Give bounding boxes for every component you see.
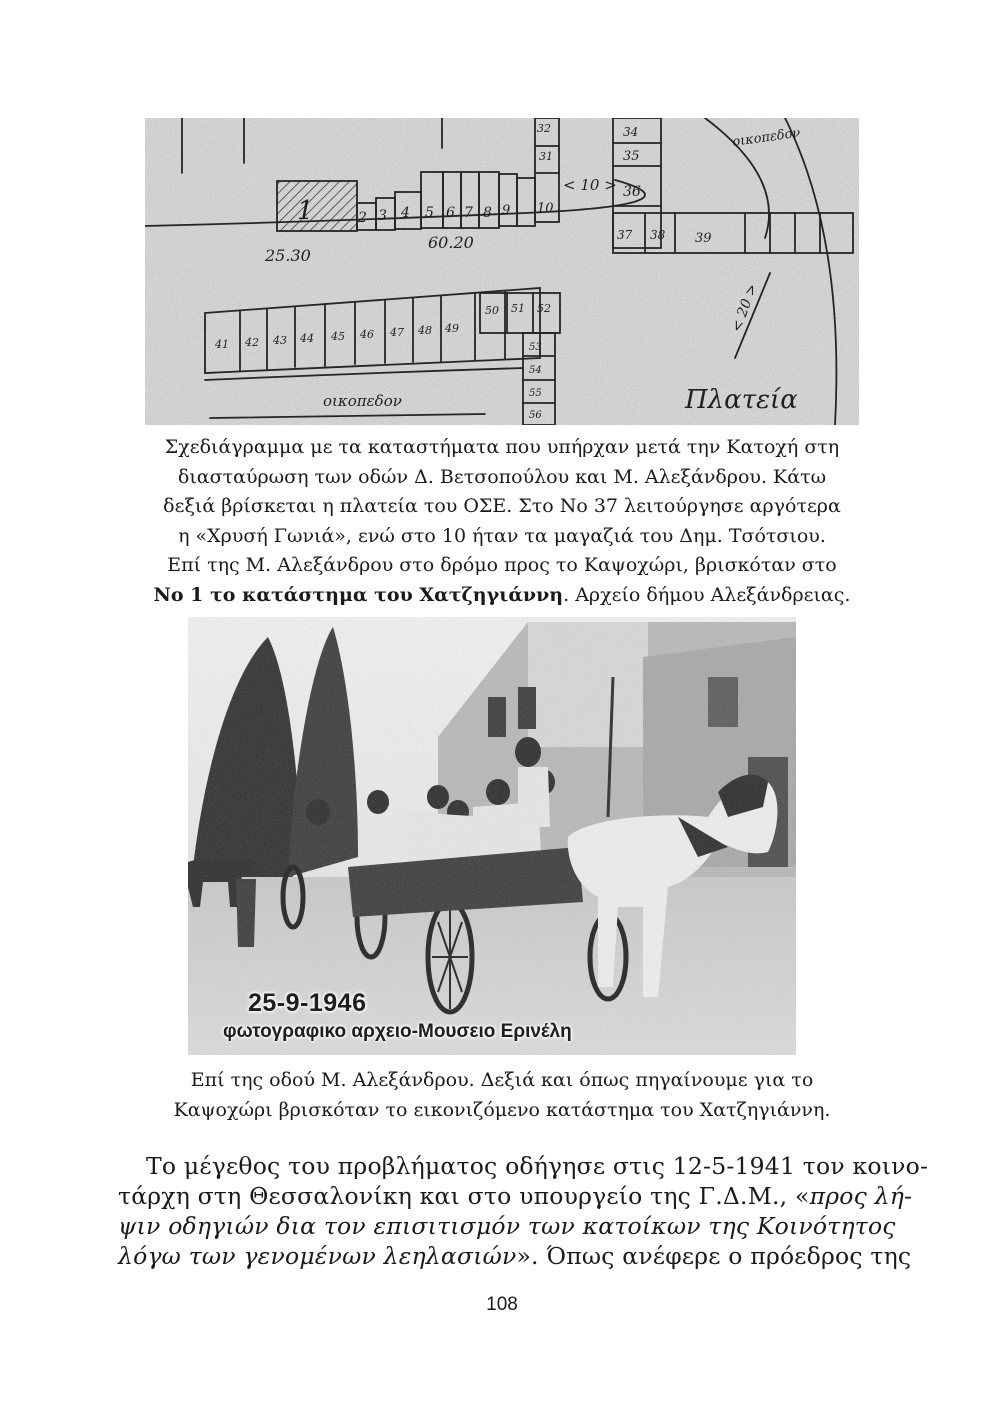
plot-label: 9 [502, 203, 511, 218]
body-text-regular: ». Όπως ανέφερε ο πρόεδρος της [516, 1242, 912, 1270]
street-label-bottom: οικοπεδον [323, 392, 402, 410]
plot-label: 47 [390, 326, 404, 339]
body-line [118, 1181, 913, 1211]
plot-label: 50 [485, 304, 499, 317]
body-text-quote: προς λή- [809, 1182, 913, 1210]
plot-label: 44 [300, 332, 314, 345]
photo-date-stamp: 25-9-1946 [248, 989, 367, 1017]
body-line [118, 1241, 912, 1271]
street-plan-drawing [145, 118, 859, 425]
measure-diagonal: < 20 > [728, 281, 761, 335]
caption-line: Επί της Μ. Αλεξάνδρου στο δρόμο προς το Καψοχώρι, βρισκόταν στο [167, 554, 837, 576]
plot-label: 31 [539, 150, 553, 163]
street-plan-image [145, 118, 859, 425]
caption-line: η «Χρυσή Γωνιά», ενώ στο 10 ήταν τα μαγαζιά του Δημ. Τσότσιου. [178, 524, 826, 547]
plot-label: 43 [273, 334, 287, 347]
plot-label: 52 [537, 302, 551, 315]
body-text-regular: τάρχη στη Θεσσαλονίκη και στο υπουργείο της Γ.Δ.Μ., « [118, 1182, 810, 1210]
measure-right: < 10 > [563, 176, 617, 194]
photo-archive-stamp: φωτογραφικο αρχειο-Μουσειο Ερινέλη [223, 1021, 572, 1042]
caption-rest-text: . Αρχείο δήμου Αλεξάνδρειας. [563, 583, 851, 606]
street-label-top-right: οικοπεδον [731, 125, 802, 150]
plot-label: 48 [418, 324, 432, 337]
square-label: Πλατεία [685, 385, 798, 415]
plot-label: 7 [464, 205, 473, 221]
caption-line: διασταύρωση των οδών Δ. Βετσοπούλου και Μ. Αλεξάνδρου. Κάτω [177, 465, 827, 488]
plot-label: 45 [331, 330, 345, 343]
caption-line: Σχεδιάγραμμα με τα καταστήματα που υπήρχαν μετά την Κατοχή στη [164, 436, 840, 458]
body-line: ψιν οδηγιών δια τον επισιτισμόν των κατοίκων της Κοινότητος [118, 1212, 896, 1240]
plot-label: 2 [358, 210, 367, 226]
figure-caption-1 [100, 433, 904, 610]
plot-label: 53 [529, 342, 542, 353]
figure-caption-2 [100, 1066, 904, 1125]
body-text-quote: λόγω των γενομένων λεηλασιών [118, 1242, 517, 1270]
plot-label: 5 [425, 205, 434, 221]
measure-mid: 60.20 [428, 233, 474, 252]
plot-label: 4 [401, 205, 410, 221]
plot-label: 34 [623, 125, 639, 139]
caption-line: δεξιά βρίσκεται η πλατεία του ΟΣΕ. Στο Νο 37 λειτούργησε αργότερα [163, 495, 841, 517]
plot-label: 36 [623, 184, 641, 200]
plot-label: 3 [378, 208, 387, 224]
plot-label: 55 [529, 388, 542, 399]
caption-line: Επί της οδού Μ. Αλεξάνδρου. Δεξιά και όπως πηγαίνουμε για το [190, 1069, 814, 1091]
plot-label: 32 [537, 122, 551, 135]
body-line: Το μέγεθος του προβλήματος οδήγησε στις 12-5-1941 τον κοινο- [146, 1152, 929, 1180]
plot-label: 38 [650, 228, 666, 242]
plot-label: 6 [446, 205, 455, 221]
plot-label: 49 [445, 322, 459, 335]
plot-label: 37 [617, 228, 633, 242]
plot-label: 42 [245, 336, 259, 349]
caption-bold-text: Νο 1 το κατάστημα του Χατζηγιάννη [153, 583, 564, 606]
body-paragraph [118, 1151, 929, 1271]
plot-1-label: 1 [297, 196, 314, 226]
plot-label: 10 [537, 201, 554, 216]
plot-label: 39 [695, 231, 712, 246]
plot-label: 51 [511, 302, 525, 315]
plot-label: 54 [529, 365, 542, 376]
plot-label: 41 [215, 338, 229, 351]
measure-left: 25.30 [265, 246, 311, 265]
caption-line: Καψοχώρι βρισκόταν το εικονιζόμενο κατάστημα του Χατζηγιάννη. [173, 1098, 831, 1121]
plot-label: 8 [483, 205, 492, 221]
plot-label: 56 [529, 410, 542, 421]
page-number: 108 [486, 1294, 518, 1315]
horse-cart-photo [188, 617, 796, 1055]
plot-label: 35 [623, 149, 640, 164]
caption-line [100, 581, 904, 611]
plot-label: 46 [360, 328, 374, 341]
